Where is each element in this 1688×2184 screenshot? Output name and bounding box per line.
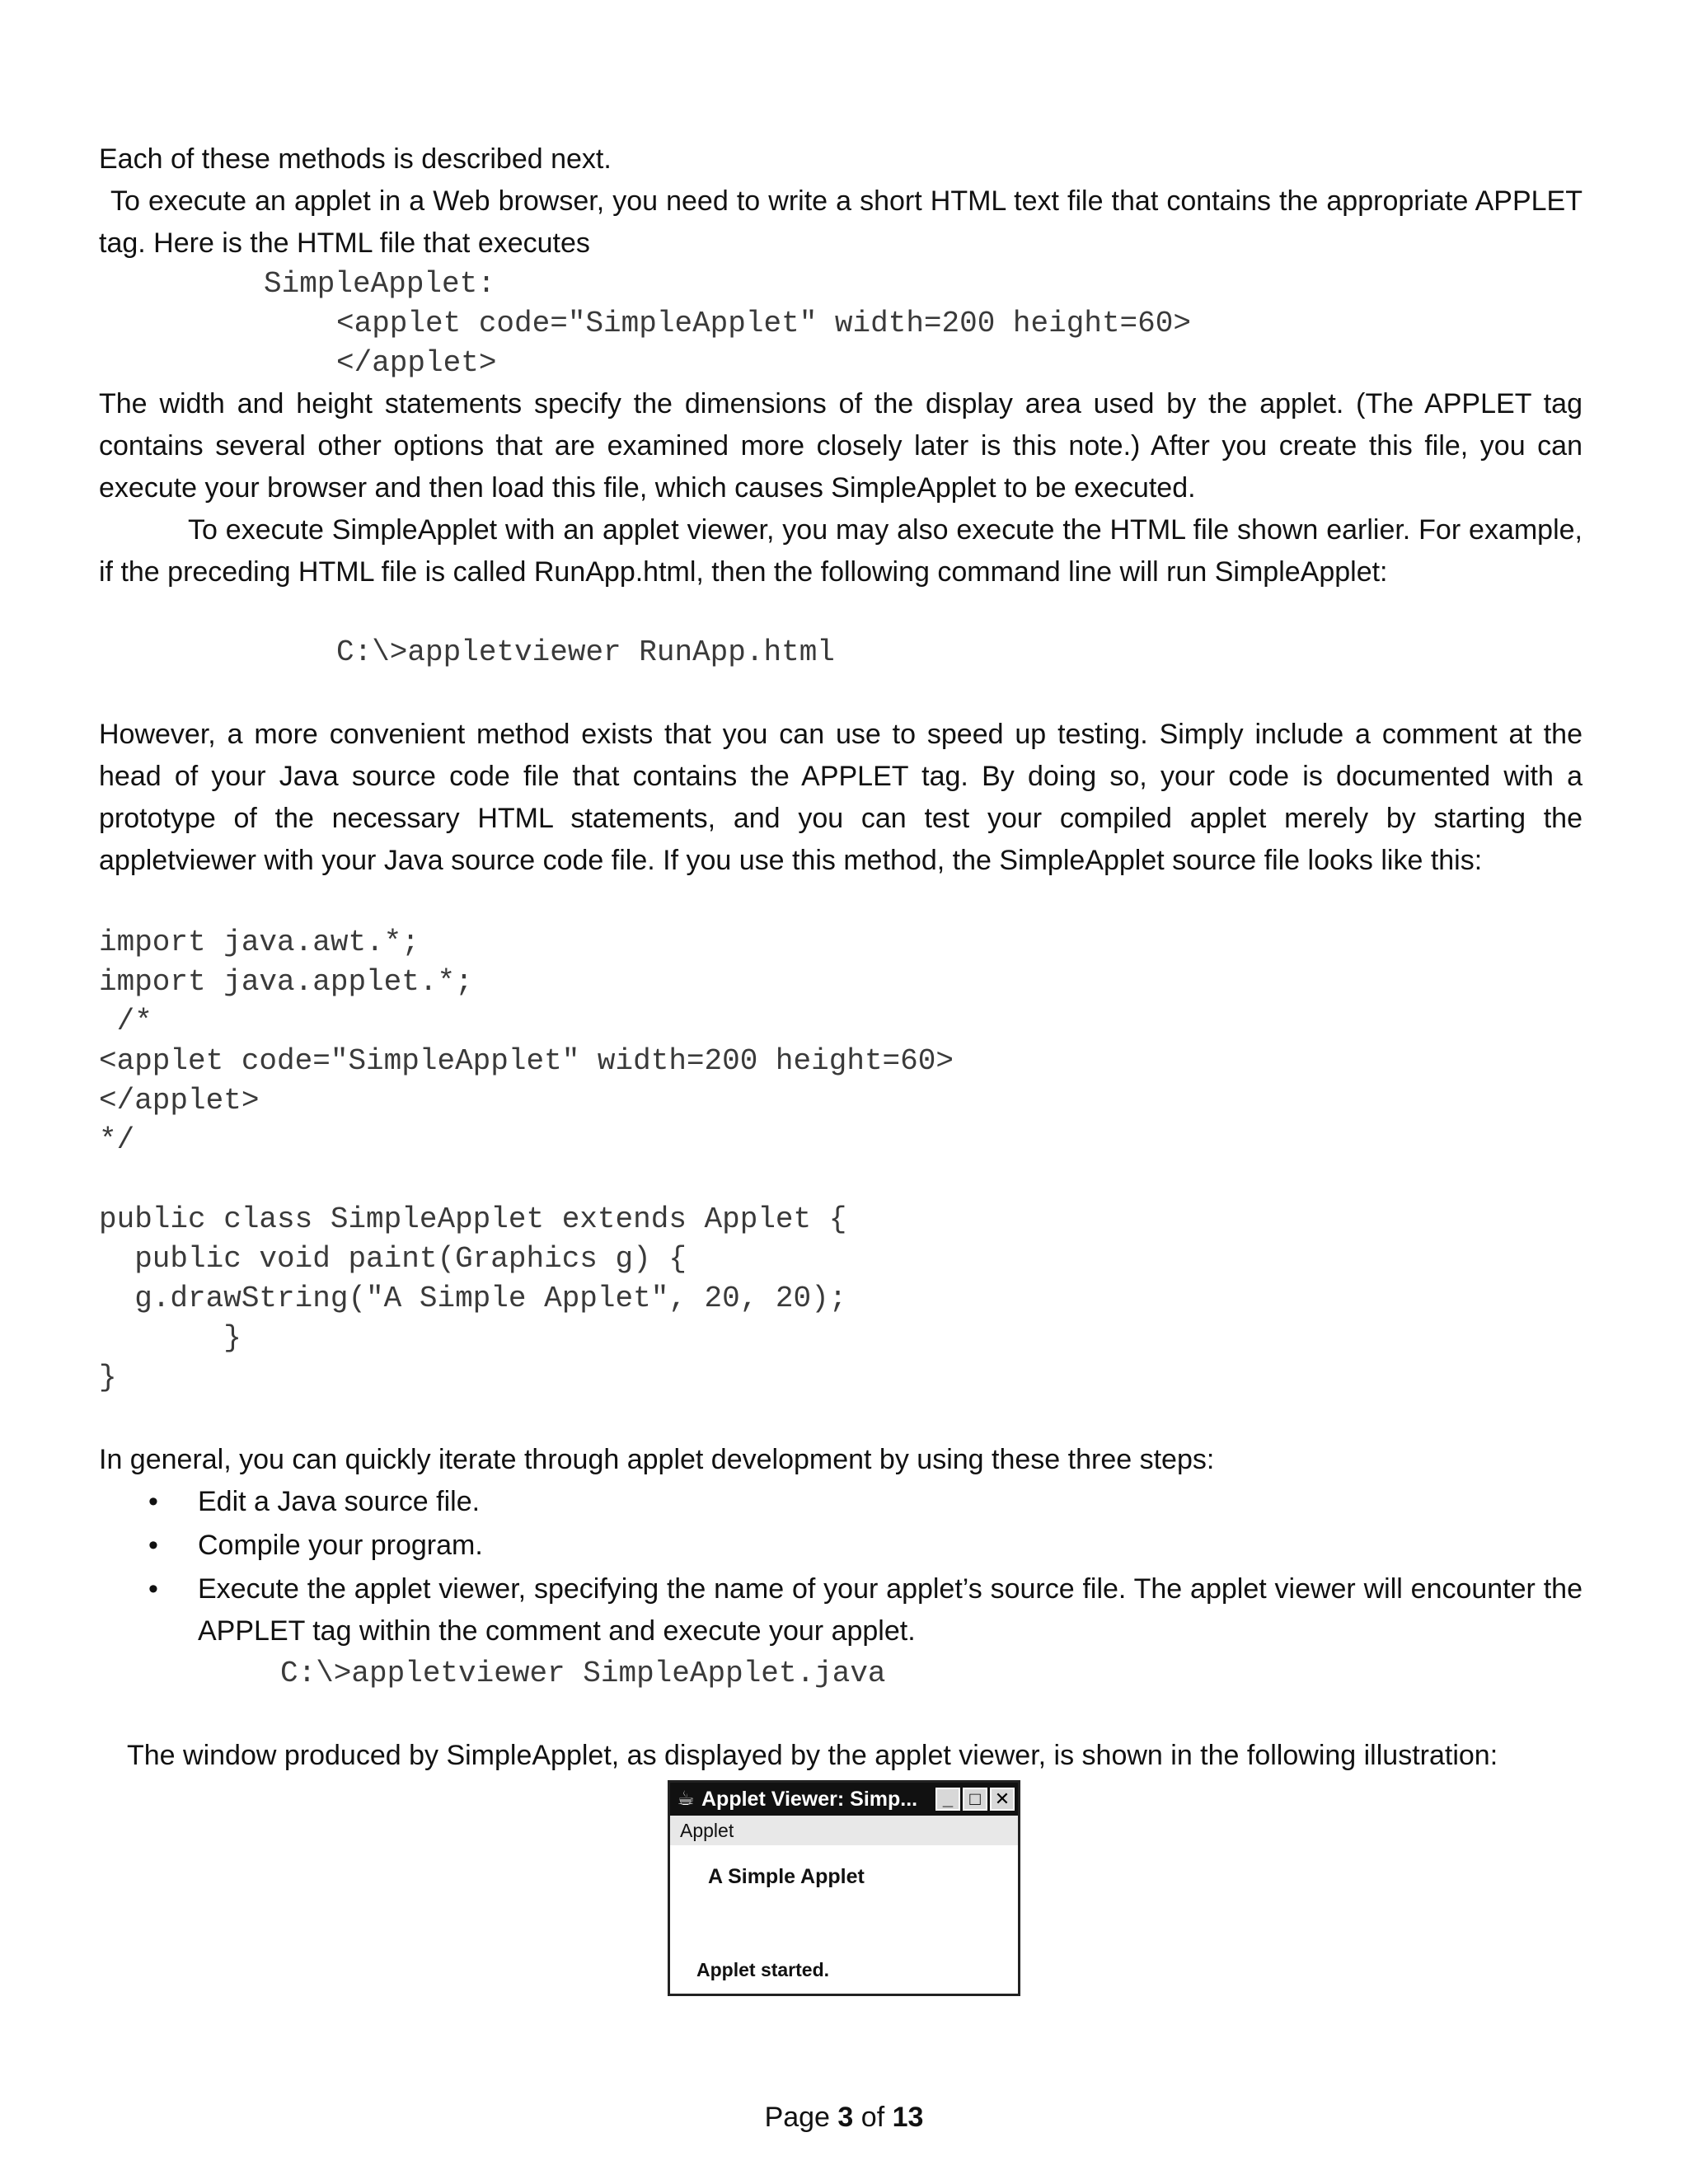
page-footer: Page 3 of 13: [764, 2102, 924, 2133]
bullet-icon: •: [148, 1486, 158, 1517]
command-simpleapplet-java: C:\>appletviewer SimpleApplet.java: [280, 1657, 886, 1690]
window-title: Applet Viewer: Simp...: [701, 1787, 918, 1811]
paragraph-width-height: The width and height statements specify the dimensions of the display area used by the applet. (The APPLET tag contains several other options that are examined more closely later is this note.) After you create this file, you can execute your browser and then load this file, which causes SimpleApplet to be executed.: [99, 388, 1582, 504]
code-line: SimpleApplet:: [264, 267, 495, 301]
code-line: }: [99, 1361, 117, 1394]
list-item: • Execute the applet viewer, specifying the name of your applet’s source file. The applet viewer will encounter the APPLET tag within the comment and execute your applet.: [99, 1568, 1582, 1652]
code-line: import java.awt.*;: [99, 926, 420, 959]
source-code-block: [99, 923, 1582, 1398]
code-line: public void paint(Graphics g) {: [99, 1242, 687, 1276]
menu-applet[interactable]: Applet: [670, 1816, 1018, 1845]
paragraph-convenient-method: However, a more convenient method exists that you can use to speed up testing. Simply include a comment at the head of your Java source code file that contains the APPLET tag. By doing so, your code is documented with a prototype of the necessary HTML statements, and you can test your compiled applet merely by starting the appletviewer with your Java source code file. If you use this method, the SimpleApplet source file looks like this:: [99, 719, 1582, 876]
list-item: • Edit a Java source file.: [99, 1481, 1582, 1523]
paragraph-applet-viewer: To execute SimpleApplet with an applet viewer, you may also execute the HTML file shown earlier. For example, if the preceding HTML file is called RunApp.html, then the following command line will run SimpleApplet:: [99, 514, 1582, 588]
applet-output-text: A Simple Applet: [708, 1865, 865, 1888]
list-item: • Compile your program.: [99, 1525, 1582, 1567]
code-line: }: [99, 1321, 241, 1355]
command-runapp: C:\>appletviewer RunApp.html: [336, 635, 835, 669]
maximize-button[interactable]: □: [963, 1788, 987, 1811]
intro-sentence: Each of these methods is described next.: [99, 143, 612, 175]
paragraph-steps-intro: In general, you can quickly iterate through applet development by using these three steps:: [99, 1444, 1215, 1475]
java-cup-icon: ☕: [677, 1788, 695, 1810]
window-titlebar: [670, 1783, 1018, 1816]
document-body: [99, 138, 1582, 1777]
paragraph-html-file: To execute an applet in a Web browser, you need to write a short HTML text file that contains the appropriate APPLET tag. Here is the HTML file that executes: [99, 185, 1582, 259]
paragraph-window-illustration: The window produced by SimpleApplet, as displayed by the applet viewer, is shown in the following illustration:: [127, 1740, 1498, 1771]
close-button[interactable]: ✕: [990, 1788, 1015, 1811]
steps-list: [99, 1481, 1582, 1652]
code-line: public class SimpleApplet extends Applet {: [99, 1202, 847, 1236]
current-page: 3: [837, 2102, 854, 2133]
code-line: <applet code="SimpleApplet" width=200 height=60>: [336, 307, 1191, 340]
code-line: <applet code="SimpleApplet" width=200 height=60>: [99, 1044, 954, 1078]
code-line: </applet>: [336, 346, 497, 380]
code-line: [99, 1160, 1582, 1200]
bullet-icon: •: [148, 1573, 158, 1605]
code-line: */: [99, 1123, 135, 1157]
code-line: g.drawString("A Simple Applet", 20, 20);: [99, 1282, 847, 1315]
code-line: import java.applet.*;: [99, 965, 473, 999]
minimize-button[interactable]: _: [935, 1788, 960, 1811]
applet-viewer-window: [668, 1780, 1020, 1996]
status-text: Applet started.: [696, 1959, 830, 1980]
bullet-icon: •: [148, 1530, 158, 1561]
total-pages: 13: [892, 2102, 924, 2133]
code-line: /*: [99, 1005, 152, 1038]
code-line: </applet>: [99, 1084, 260, 1118]
